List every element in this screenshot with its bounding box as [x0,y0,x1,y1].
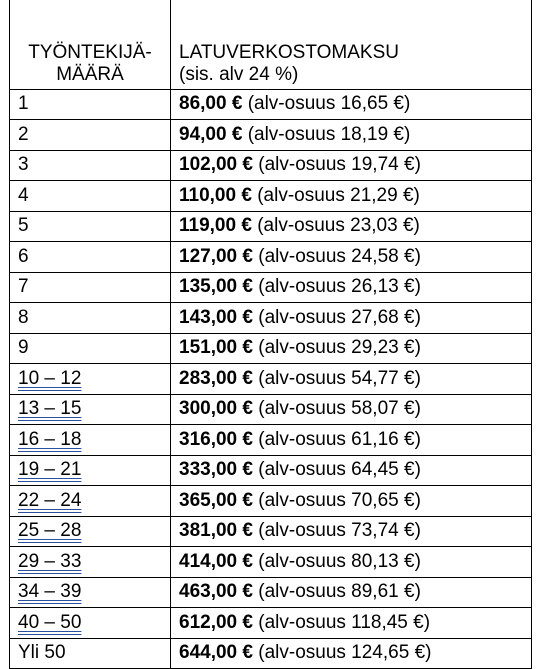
fee-vat: (alv-osuus 54,77 €) [258,367,421,389]
employee-count-cell: 2 [10,120,171,151]
employee-count-cell: 1 [10,89,171,120]
table-row [10,120,532,151]
employee-range-link[interactable]: 16 – 18 [18,428,82,450]
fee-price: 333,00 € [179,459,253,481]
employee-count-cell: 6 [10,242,171,273]
fee-price: 102,00 € [179,154,253,176]
table-row [10,516,532,547]
employee-count-header-line2: MÄÄRÄ [56,63,124,85]
fee-vat: (alv-osuus 21,29 €) [257,184,420,206]
fee-cell [171,181,532,212]
employee-range-link[interactable]: 19 – 21 [18,459,82,481]
employee-range-link[interactable]: 22 – 24 [18,489,82,511]
fee-cell [171,608,532,639]
fee-vat: (alv-osuus 58,07 €) [258,398,421,420]
fee-price: 283,00 € [179,367,253,389]
fee-vat: (alv-osuus 24,58 €) [258,245,421,267]
employee-range-link[interactable]: 25 – 28 [18,520,82,542]
fee-price: 381,00 € [179,520,253,542]
employee-count-cell [10,516,171,547]
table-header-row [10,0,532,89]
fee-header-line2: (sis. alv 24 %) [179,63,299,85]
employee-count-cell: 5 [10,211,171,242]
fee-price: 463,00 € [179,581,253,603]
employee-count-cell: 4 [10,181,171,212]
fee-cell [171,242,532,273]
fee-price: 94,00 € [179,123,243,145]
fee-table [9,0,532,669]
fee-price: 127,00 € [179,245,253,267]
table-row [10,455,532,486]
fee-cell [171,150,532,181]
fee-cell [171,577,532,608]
fee-cell [171,364,532,395]
employee-range-link[interactable]: 13 – 15 [18,398,82,420]
fee-price: 414,00 € [179,550,253,572]
employee-count-cell [10,425,171,456]
fee-cell [171,638,532,669]
fee-vat: (alv-osuus 80,13 €) [258,550,421,572]
fee-cell [171,89,532,120]
fee-vat: (alv-osuus 61,16 €) [258,428,421,450]
fee-vat: (alv-osuus 89,61 €) [258,581,421,603]
fee-vat: (alv-osuus 23,03 €) [257,215,420,237]
fee-price: 365,00 € [179,489,253,511]
fee-vat: (alv-osuus 16,65 €) [247,93,411,115]
fee-price: 644,00 € [179,642,253,664]
table-row [10,242,532,273]
fee-cell [171,425,532,456]
table-row [10,181,532,212]
fee-vat: (alv-osuus 124,65 €) [258,642,432,664]
employee-count-cell: 9 [10,333,171,364]
table-row [10,638,532,669]
fee-header [171,0,532,89]
fee-vat: (alv-osuus 27,68 €) [258,306,421,328]
fee-cell [171,303,532,334]
employee-count-cell: 7 [10,272,171,303]
fee-cell [171,333,532,364]
employee-range-link[interactable]: 29 – 33 [18,550,82,572]
employee-count-header [10,0,171,89]
table-row [10,577,532,608]
table-row [10,547,532,578]
employee-count-cell [10,577,171,608]
fee-vat: (alv-osuus 29,23 €) [258,337,421,359]
employee-count-cell [10,547,171,578]
table-row [10,272,532,303]
fee-cell [171,272,532,303]
fee-cell [171,486,532,517]
employee-range-link[interactable]: 40 – 50 [18,611,82,633]
table-row [10,89,532,120]
fee-price: 86,00 € [179,93,243,115]
employee-count-cell: Yli 50 [10,638,171,669]
employee-count-cell [10,608,171,639]
table-row [10,333,532,364]
fee-vat: (alv-osuus 70,65 €) [258,489,421,511]
fee-cell [171,516,532,547]
fee-vat: (alv-osuus 26,13 €) [258,276,421,298]
fee-vat: (alv-osuus 19,74 €) [258,154,421,176]
employee-count-cell [10,364,171,395]
table-row [10,150,532,181]
table-row [10,608,532,639]
fee-price: 151,00 € [179,337,253,359]
fee-price: 300,00 € [179,398,253,420]
table-row [10,394,532,425]
table-row [10,303,532,334]
fee-price: 143,00 € [179,306,253,328]
fee-vat: (alv-osuus 18,19 €) [247,123,411,145]
employee-range-link[interactable]: 10 – 12 [18,367,82,389]
table-row [10,486,532,517]
fee-cell [171,394,532,425]
employee-count-cell [10,394,171,425]
fee-price: 119,00 € [179,215,252,237]
employee-range-link[interactable]: 34 – 39 [18,581,82,603]
table-row [10,211,532,242]
fee-price: 612,00 € [179,611,253,633]
fee-price: 316,00 € [179,428,253,450]
fee-cell [171,455,532,486]
fee-price: 110,00 € [179,184,252,206]
fee-vat: (alv-osuus 118,45 €) [258,611,431,633]
fee-cell [171,120,532,151]
employee-count-cell [10,486,171,517]
employee-count-cell [10,455,171,486]
table-row [10,425,532,456]
employee-count-header-line1: TYÖNTEKIJÄ- [28,41,152,63]
fee-price: 135,00 € [179,276,253,298]
fee-vat: (alv-osuus 64,45 €) [258,459,421,481]
table-row [10,364,532,395]
fee-cell [171,547,532,578]
employee-count-cell: 3 [10,150,171,181]
fee-vat: (alv-osuus 73,74 €) [258,520,421,542]
employee-count-cell: 8 [10,303,171,334]
fee-header-line1: LATUVERKOSTOMAKSU [179,41,399,63]
fee-cell [171,211,532,242]
